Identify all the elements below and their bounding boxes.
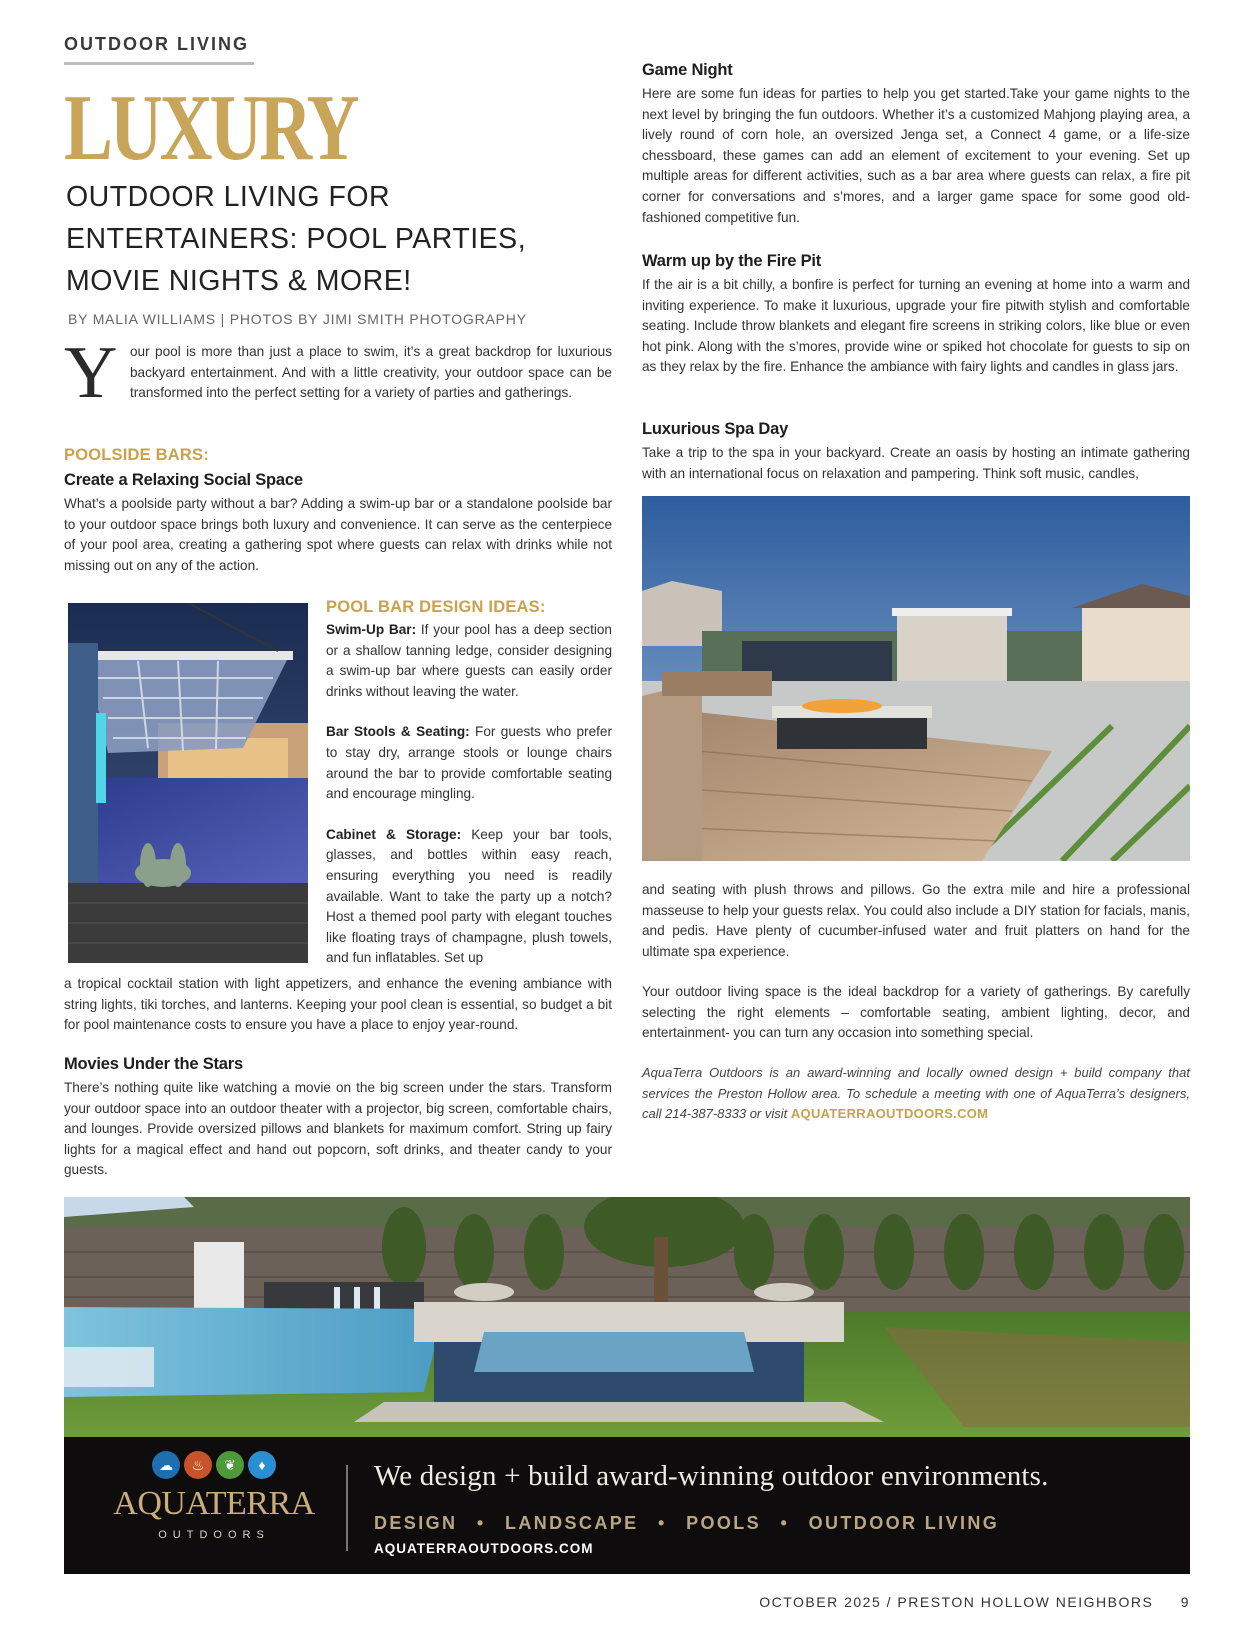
title-line-2: ENTERTAINERS: POOL PARTIES, bbox=[66, 223, 527, 255]
page-number: 9 bbox=[1180, 1594, 1190, 1610]
fire-icon: ♨ bbox=[184, 1451, 212, 1479]
idea-bar-stools: Bar Stools & Seating: For guests who prefer to stay dry, arrange stools or lounge chairs around the bar to provide comfortable seating and encourage mingling. bbox=[326, 724, 612, 802]
aquaterra-link[interactable]: AQUATERRAOUTDOORS.COM bbox=[790, 1106, 989, 1122]
fire-pit-text: If the air is a bit chilly, a bonfire is perfect for turning an evening at home into a warm and inviting experience. To make it luxurious, upgrade your fire pitwith stylish and comfortable seating. Include throw blankets and elegant fire screens in striking colors, like blue or even hot pink. Along with the s’mores, provide wine or spiked hot chocolate for guests to sip on as they relax by the fire. Enhance the ambiance with fairy lights and candles in glass jars. bbox=[642, 277, 1190, 375]
logo-sub: OUTDOORS bbox=[158, 1529, 270, 1541]
article-title bbox=[66, 176, 586, 302]
credit: AquaTerra Outdoors is an award-winning and locally owned design + build company that services the Preston Hollow area. To schedule a meeting with one of AquaTerra’s designers, call 214-387-8333 or visit AQUATERRAOUTDOORS.COM bbox=[642, 1065, 1190, 1122]
service-separator: • bbox=[657, 1513, 667, 1533]
idea-swim-up-bar: Swim-Up Bar: If your pool has a deep section or a shallow tanning ledge, consider designing a swim-up bar where guests can easily order drinks without leaving the water. bbox=[326, 622, 612, 699]
game-night-heading: Game Night bbox=[642, 61, 733, 79]
ad-tagline: We design + build award-winning outdoor environments. bbox=[374, 1460, 1049, 1492]
spa-heading: Luxurious Spa Day bbox=[642, 420, 789, 438]
logo-icon-row bbox=[104, 1451, 324, 1479]
fire-pit-photo bbox=[642, 496, 1190, 861]
ad-divider bbox=[346, 1465, 348, 1551]
title-line-1: OUTDOOR LIVING FOR bbox=[66, 181, 391, 213]
title-luxury: LUXURY bbox=[64, 76, 357, 180]
poolside-heading: POOLSIDE BARS: bbox=[64, 446, 209, 464]
section-label: OUTDOOR LIVING bbox=[64, 34, 254, 65]
drop-cap: Y bbox=[64, 332, 118, 414]
service-design: DESIGN bbox=[374, 1513, 458, 1533]
fire-pit-heading: Warm up by the Fire Pit bbox=[642, 252, 822, 270]
pool-bar-ideas-list bbox=[326, 620, 612, 969]
service-separator: • bbox=[780, 1513, 790, 1533]
logo-word: AQUATERRA bbox=[113, 1485, 315, 1522]
water-drop-icon: ♦ bbox=[248, 1451, 276, 1479]
intro bbox=[64, 332, 612, 414]
service-outdoor-living: OUTDOOR LIVING bbox=[808, 1513, 1000, 1533]
movies-text: There’s nothing quite like watching a movie on the big screen under the stars. Transform your outdoor space into an outdoor theater with a projector, big screen, comfortable chairs, and lounges. Provide oversized pillows and blankets for maximum comfort. String up fairy lights for a magical effect and hand out popcorn, soft drinks, and theater candy to your guests. bbox=[64, 1080, 612, 1178]
page-footer bbox=[754, 1594, 1190, 1610]
game-night-text: Here are some fun ideas for parties to help you get started.Take your game nights to the next level by bringing the fun outdoors. Whether it’s a customized Mahjong playing area, a lively round of corn hole, an oversized Jenga set, a Connect 4 game, or a life-size chessboard, these games can add an element of excitement to your evening. Set up multiple areas for different activities, such as a bar area where guests can relax, a fire pit corner for conversations and s’mores, and a larger game space for some good old-fashioned competitive fun. bbox=[642, 86, 1190, 225]
pool-bar-ideas-heading: POOL BAR DESIGN IDEAS: bbox=[326, 598, 546, 616]
service-landscape: LANDSCAPE bbox=[504, 1513, 639, 1533]
intro-text: our pool is more than just a place to swim, it’s a great backdrop for luxurious backyard entertainment. And with a little creativity, your outdoor space can be transformed into the perfect setting for a variety of parties and gatherings. bbox=[130, 344, 612, 401]
spa-text-before: Take a trip to the spa in your backyard. Create an oasis by hosting an intimate gathering with an international focus on relaxation and pampering. Think soft music, candles, bbox=[642, 445, 1190, 481]
pool-bar-continuation: a tropical cocktail station with light appetizers, and enhance the evening ambiance with string lights, tiki torches, and lanterns. Keeping your pool clean is essential, so budget a bit for pool maintenance costs to ensure you have a place to enjoy year-round. bbox=[64, 976, 612, 1033]
closing-text: Your outdoor living space is the ideal backdrop for a variety of gatherings. By carefully selecting the right elements – comfortable seating, ambient lighting, decor, and entertainment- you can turn any occasion into something special. bbox=[642, 984, 1190, 1041]
service-separator: • bbox=[476, 1513, 486, 1533]
footer-text: OCTOBER 2025 / PRESTON HOLLOW NEIGHBORS bbox=[759, 1594, 1154, 1610]
spa-text-after: and seating with plush throws and pillows. Go the extra mile and hire a professional masseuse to help your guests relax. You could also include a DIY station for facials, manis, and pedis. Have plenty of cucumber-infused water and fruit platters on hand for the ultimate spa experience. bbox=[642, 882, 1190, 959]
aquaterra-logo bbox=[104, 1451, 324, 1561]
ad-services bbox=[374, 1513, 999, 1534]
ad-banner bbox=[64, 1437, 1190, 1574]
cloud-icon: ☁ bbox=[152, 1451, 180, 1479]
movies-heading: Movies Under the Stars bbox=[64, 1055, 243, 1073]
ad-backyard-photo bbox=[64, 1197, 1190, 1437]
ad-url-link[interactable]: AQUATERRAOUTDOORS.COM bbox=[374, 1541, 594, 1556]
pool-bar-photo bbox=[68, 603, 308, 963]
byline: BY MALIA WILLIAMS | PHOTOS BY JIMI SMITH PHOTOGRAPHY bbox=[68, 311, 527, 327]
idea-cabinet-storage: Cabinet & Storage: Keep your bar tools, glasses, and bottles within easy reach, ensuring everything you need is readily available. Want to take the party up a notch? Host a themed pool party with elegant touches like floating trays of champagne, plush towels, and fun inflatables. Set up bbox=[326, 826, 612, 966]
title-line-3: MOVIE NIGHTS & MORE! bbox=[66, 265, 412, 297]
service-pools: POOLS bbox=[686, 1513, 762, 1533]
poolside-text: What’s a poolside party without a bar? Adding a swim-up bar or a standalone poolside bar to your outdoor space brings both luxury and convenience. It can serve as the centerpiece of your pool area, creating a gathering spot where guests can relax with drinks while not missing out on any of the action. bbox=[64, 496, 612, 573]
leaf-icon: ❦ bbox=[216, 1451, 244, 1479]
poolside-subheading: Create a Relaxing Social Space bbox=[64, 471, 303, 489]
